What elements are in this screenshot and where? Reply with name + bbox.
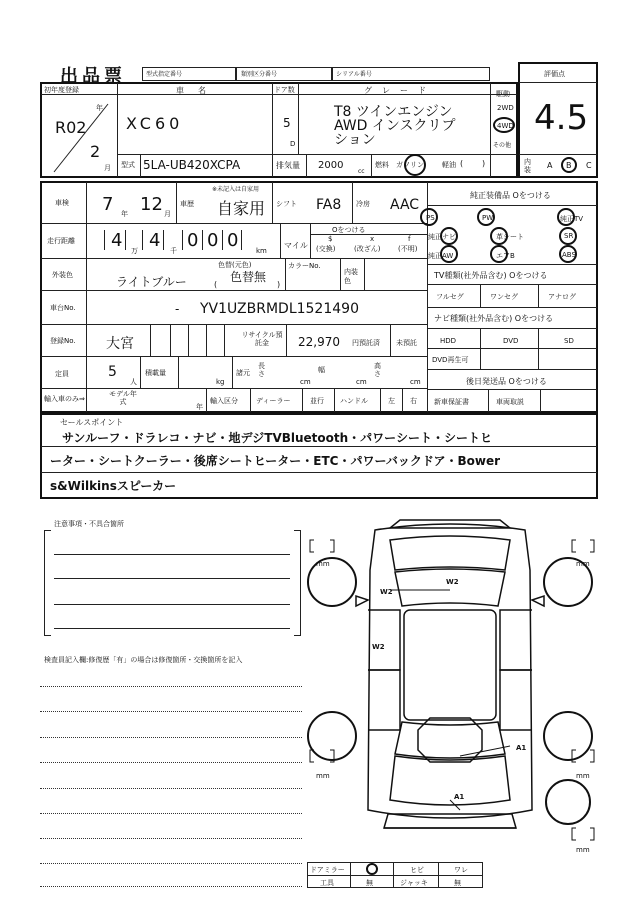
equip-junsei-aw: 純正AW [428,252,454,260]
nabi-title: ナビ種類(社外品含む) Oをつける [434,314,554,323]
mm-unit-1: mm [316,560,330,568]
soko-d1: 4 [111,230,123,251]
shonendo-month: 2 [90,142,101,161]
kudo-4wd-circle [493,117,515,133]
nenryo-label: 燃料 [375,161,389,169]
tv-analog: アナログ [548,293,576,301]
shadai-label: 車台No. [50,304,76,312]
dealer-option: ディーラー [256,397,291,405]
naiso-label: 内装 [524,158,531,174]
grade-line1: T8 ツインエンジン [334,104,453,120]
diag-w2-c: W2 [372,643,385,651]
miteki-note: ※未記入は自家用 [212,186,260,193]
haba-label: 幅 [318,366,325,374]
handle-label: ハンドル [340,397,368,405]
mm-unit-5: mm [576,846,590,854]
gaisou-label: 外装色 [52,271,73,279]
toroku-value: 大宮 [106,336,134,352]
hyoka-label: 評価点 [544,70,565,78]
haba-cm: cm [356,378,367,386]
kudo-other: その他 [493,142,512,149]
recycle-value: 22,970 [298,335,340,349]
sales-line1: サンルーフ・ドラレコ・ナビ・地デジTVBluetooth・パワーシート・シートヒ [62,431,492,445]
footer-kogu: 工具 [320,879,334,887]
fumei-mark: f [408,235,411,243]
diag-w2-a: W2 [446,578,459,586]
irogae-paren-close: ) [277,280,281,289]
shareki-label: 車歴 [180,200,194,208]
reibo-value: AAC [390,197,420,213]
grade-line3: ション [334,132,376,148]
sales-line3: s&Wilkinsスピーカー [50,479,177,493]
mi-yotaku: 未預託 [396,339,417,347]
chui-bracket-left [44,530,51,636]
equip-abs: ABS [562,251,576,259]
naiso-b-circle [561,157,577,173]
katashiki-label: 型式 [121,161,135,169]
grade-label: グレード [364,86,436,95]
nenryo-paren-open: ( [460,159,464,168]
kudo-4wd: 4WD [497,122,514,130]
sales-line2: ーター・シートクーラー・後席シートヒーター・ETC・パワーバックドア・Bower [50,454,501,468]
yotaku-zumi: 円預託済 [352,339,380,347]
shamei-label: 車名 [176,86,220,95]
diag-a1-a: A1 [516,744,527,752]
equip-kawa-seat: 革シート [496,233,524,241]
tv-fullseg: フルセグ [436,293,464,301]
soko-d2: 4 [149,230,161,251]
shaken-year: 7 [102,194,114,215]
kg-unit: kg [216,378,225,386]
reibo-label: 冷房 [356,200,370,208]
chui-label: 注意事項・不具合箇所 [54,520,124,528]
nenryo-gas: ガソリン [396,161,424,169]
nin-unit: 人 [130,378,137,386]
gaisou-value: ライトブルー [116,275,187,289]
ruibetsu-box [236,67,332,81]
cc-unit: cc [358,168,365,175]
otsukeru-label: Oをつける [332,226,366,234]
shaken-tsuki: 月 [164,210,171,218]
equip-tv-circle [557,208,575,226]
equip-pw: PW [482,214,494,222]
model-label: モデル年式 [109,390,137,406]
kudo-2wd: 2WD [497,104,514,112]
koukan-mark: $ [328,235,333,243]
kensa-label: 検査員記入欄:修復歴「有」の場合は修復箇所・交換箇所を記入 [44,656,243,664]
nabi-hdd: HDD [440,337,457,345]
wheel-rear-right [544,712,592,760]
yunyu-label: 輸入車のみ⇒ [44,395,85,403]
shonendo-label: 初年度登録 [44,86,79,94]
grade-line2: AWD インスクリプ [334,118,456,134]
shaen-techo: 車両取説 [496,398,524,406]
equip-airbag-circle [490,245,508,263]
wheel-spare [546,780,590,824]
equip-air-bag: エアB [496,252,515,260]
soko-sen: 千 [170,247,177,255]
equip-abs-circle [559,245,577,263]
shinsha-hosho: 新車保証書 [434,398,469,406]
car-diagram [300,510,610,860]
shift-label: シフト [276,200,297,208]
naga-cm: cm [300,378,311,386]
dvd-play: DVD再生可 [432,356,469,364]
footer-jack: ジャッキ [400,879,428,887]
model-nen: 年 [196,403,203,411]
form-title: 出品票 [60,66,126,87]
shaken-nen: 年 [121,210,128,218]
kaizan-label: (改ざん) [354,245,381,253]
sales-label: セールスポイント [60,418,124,427]
shoryo-label: 諸元 [236,369,250,377]
toroku-label: 登録No. [50,337,76,345]
soko-man: 万 [131,247,138,255]
footer-kogu-val: 無 [366,879,373,887]
katashiki-value: 5LA-UB420XCPA [143,158,241,172]
atohatsu-title: 後日発送品 Oをつける [466,377,547,386]
fumei-label: (不明) [398,245,418,253]
naiso-c: C [586,161,592,170]
equip-sr: SR [564,232,574,240]
teiin-label: 定員 [55,370,69,378]
taka-cm: cm [410,378,421,386]
nabi-dvd: DVD [503,337,519,345]
mile-label: マイル [284,241,308,250]
doors-value: 5 [283,116,291,130]
equip-ps-circle [420,208,438,226]
kudo-label: 駆動 [496,90,510,98]
shadai-dash: - [175,302,180,316]
naga-label: 長さ [258,362,265,378]
nabi-sd: SD [564,337,574,345]
mm-unit-2: mm [576,560,590,568]
naiso-b: B [566,161,572,170]
footer-mirror-circle [366,863,378,875]
irogae-value: 色替無 [230,270,267,284]
mm-unit-3: mm [316,772,330,780]
soko-d3: 0 [187,230,199,251]
color-no-label: カラーNo. [288,262,321,270]
sekisai-label: 積載量 [145,369,166,377]
shaken-month: 12 [140,194,163,215]
handle-right: 右 [410,397,417,405]
haikiryo-label: 排気量 [276,161,300,170]
diag-w2-b: W2 [380,588,393,596]
equip-ps: PS [426,214,435,222]
kaizan-mark: x [370,235,375,243]
equip-kawa-circle [490,227,508,245]
shamei-value: XC60 [126,114,184,133]
equip-junsei-nabi: 純正ナビ [428,233,456,241]
doors-label: ドア数 [274,86,295,94]
equip-nabi-circle [440,227,458,245]
naiso-a: A [547,161,553,170]
tsuki-label: 月 [104,164,111,172]
yunyu-kubun-label: 輸入区分 [210,397,238,405]
nen-label: 年 [96,104,103,112]
doors-unit: D [290,140,296,148]
year-era: R02 [55,118,87,137]
shift-value: FA8 [316,197,342,213]
teiin-value: 5 [108,364,117,380]
soko-label: 走行距離 [47,237,75,245]
nenryo-paren-close: ) [482,159,486,168]
ruibetsu-label: 類別区分番号 [241,71,278,78]
km-unit: km [256,247,267,255]
handle-left: 左 [388,397,395,405]
equip-junsei-tv: 純正TV [560,215,584,223]
irogae-paren-open: ( [214,280,218,289]
nenryo-diesel: 軽油 [442,161,456,169]
irogae-label: 色替(元色) [218,261,252,269]
naiso-color-label: 内装色 [344,268,358,285]
footer-ware: ワレ [454,866,468,874]
diag-a1-b: A1 [454,793,465,801]
soko-d4: 0 [207,230,219,251]
tv-oneseg: ワンセグ [490,293,518,301]
equip-aw-circle [440,245,458,263]
shadai-value: YV1UZBRMDL1521490 [200,301,359,317]
haikiryo-value: 2000 [318,160,344,171]
recycle-label: リサイクル預託金 [241,331,283,347]
footer-hibi: ヒビ [410,866,424,874]
mm-unit-4: mm [576,772,590,780]
equip-pw-circle [477,208,495,226]
serial-label: シリアル番号 [336,71,372,78]
serial-box [332,67,490,81]
equip-sr-circle [559,227,577,245]
score-value: 4.5 [534,98,589,138]
heiko-option: 並行 [310,397,324,405]
katashiki-shitei-label: 型式指定番号 [146,71,183,78]
nenryo-circle [404,154,426,176]
koukan-label: (交換) [316,245,336,253]
footer-jack-val: 無 [454,879,461,887]
shareki-value: 自家用 [217,199,266,218]
junsei-title: 純正装備品 Oをつける [470,191,551,200]
tv-title: TV種類(社外品含む) Oをつける [434,271,548,280]
soko-d5: 0 [227,230,239,251]
wheel-rear-left [308,712,356,760]
shaken-label: 車検 [55,199,69,207]
katashiki-shitei-box [142,67,236,81]
footer-door-mirror: ドアミラー [310,866,345,874]
taka-label: 高さ [374,362,381,378]
